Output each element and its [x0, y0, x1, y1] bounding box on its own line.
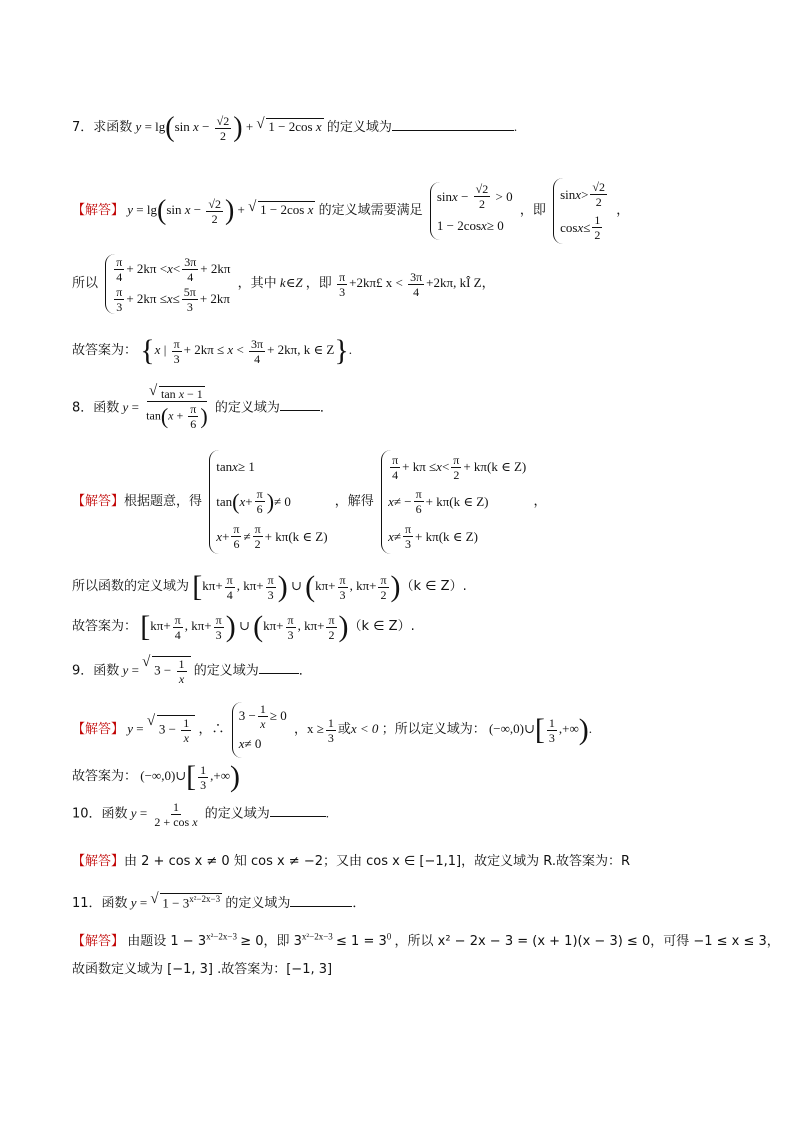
- answer-blank: [280, 398, 320, 411]
- q8-fraction: √ tan x − 1 tan(x + $\frac{\pi}{6}$ ): [144, 386, 210, 431]
- answer-blank: [290, 894, 352, 907]
- q7-solution-1: 【解答】 y = lg(sin x − $\frac{√2}{2}$ ) + √ 1 − 2cos x 的定义域需要满足 sin x − $\frac{√2}{2}$ > 0 1 − 2cos x ≥ 0 ，即 sin x > $\frac{√2}{2}$ cos x ≤ $\frac{1}{2}$ ，: [72, 178, 629, 244]
- q7-question: 7．求函数 y = lg(sin x − $\frac{√2}{2}$ ) + √ 1 − 2cos x 的定义域为 .: [72, 112, 517, 144]
- solution-tag: 【解答】: [72, 202, 125, 218]
- q9-question: 9．函数 y = √ 3 − $\frac{1}{x}$ 的定义域为 ．: [72, 656, 312, 686]
- q11-question: 11．函数 y = √ $1 - 3^{x^2-2x-3}$ 的定义域为 ．: [72, 892, 365, 911]
- q7-solution-2: 所以 $\frac{\pi}{4}$ + 2kπ < x < $\frac{3\pi}{4}$ + 2kπ $\frac{\pi}{3}$ + 2kπ ≤ x ≤ $\frac{5\pi}{3}$ + 2kπ ，其中 k∈Z ，即 $\frac{\pi}{3}$ +2kπ£ x < $\frac{3\pi}{4}$ +2kπ, kÎ Z，: [72, 254, 495, 314]
- q8-solution-2: 所以函数的定义域为 [kπ+ $\frac{\pi}{4}$ , kπ+ $\frac{\pi}{3}$ ) ∪ (kπ+ $\frac{\pi}{3}$ , kπ+ $\frac{\pi}{2}$ )（k ∈ Z）.: [72, 570, 467, 603]
- q11-solution-1: 【解答】 由题设 $1 - 3^{x^2-2x-3} \ge 0$，即 $3^{x^2-2x-3} \le 1 = 3^0$ ，所以 x² − 2x − 3 = (x + 1)(x − 3) ≤ 0，可得 −1 ≤ x ≤ 3，: [72, 931, 780, 949]
- q9-answer: 故答案为： (−∞,0)∪[ $\frac{1}{3}$ ,+∞): [72, 760, 241, 793]
- answer-blank: [392, 118, 514, 131]
- answer-blank: [259, 661, 299, 674]
- q9-solution: 【解答】 y = √ 3 − $\frac{1}{x}$ ，∴ 3 − $\frac{1}{x}$ ≥ 0 x ≠ 0 ，x ≥ $\frac{1}{3}$ 或x < 0 ；所以定义域为： (−∞,0)∪[ $\frac{1}{3}$ ,+∞).: [72, 702, 592, 758]
- q10-question: 10．函数 y = $\frac{1}{\text{2 + cos x}}$ 的定义域为 .: [72, 800, 330, 829]
- answer-blank: [270, 804, 326, 817]
- q10-solution: 【解答】由 2 + cos x ≠ 0 知 cos x ≠ −2；又由 cos x ∈ [−1,1]，故定义域为 R.故答案为：R: [72, 854, 630, 869]
- sqrt-expr: √ 1 − 2cos x: [266, 118, 323, 135]
- q8-answer: 故答案为： [kπ+ $\frac{\pi}{4}$ , kπ+ $\frac{\pi}{3}$ ) ∪ (kπ+ $\frac{\pi}{3}$ , kπ+ $\frac{\pi}{2}$ )（k ∈ Z）.: [72, 610, 415, 643]
- q8-question: 8．函数 y = √ tan x − 1 tan(x + $\frac{\pi}{6}$ ) 的定义域为 ．: [72, 386, 333, 431]
- q7-answer: 故答案为： {x | $\frac{\pi}{3}$ + 2kπ ≤ x < $\frac{3\pi}{4}$ + 2kπ, k ∈ Z}.: [72, 334, 352, 367]
- q11-solution-2: 故函数定义域为 [−1, 3] .故答案为：[−1, 3]: [72, 962, 333, 977]
- q8-solution-1: 【解答】根据题意，得 tan x ≥ 1 tan ( x + $\frac{\pi}{6}$ ) ≠ 0 x + $\frac{\pi}{6}$ ≠ $\frac{\pi}{2}$ + kπ(k ∈ Z) ，解得 $\frac{\pi}{4}$ + kπ ≤ x < $\frac{\pi}{2}$ + kπ(k ∈ Z) x ≠ − $\frac{\pi}{6}$ + kπ(k ∈ Z) x ≠ $\frac{\pi}{3}$ + kπ(k ∈ Z) ，: [72, 450, 546, 554]
- sqrt2-over-2: $\frac{√2}{2}$: [216, 113, 230, 143]
- condition-system: sin x − $\frac{√2}{2}$ > 0 1 − 2cos x ≥ 0: [430, 182, 513, 240]
